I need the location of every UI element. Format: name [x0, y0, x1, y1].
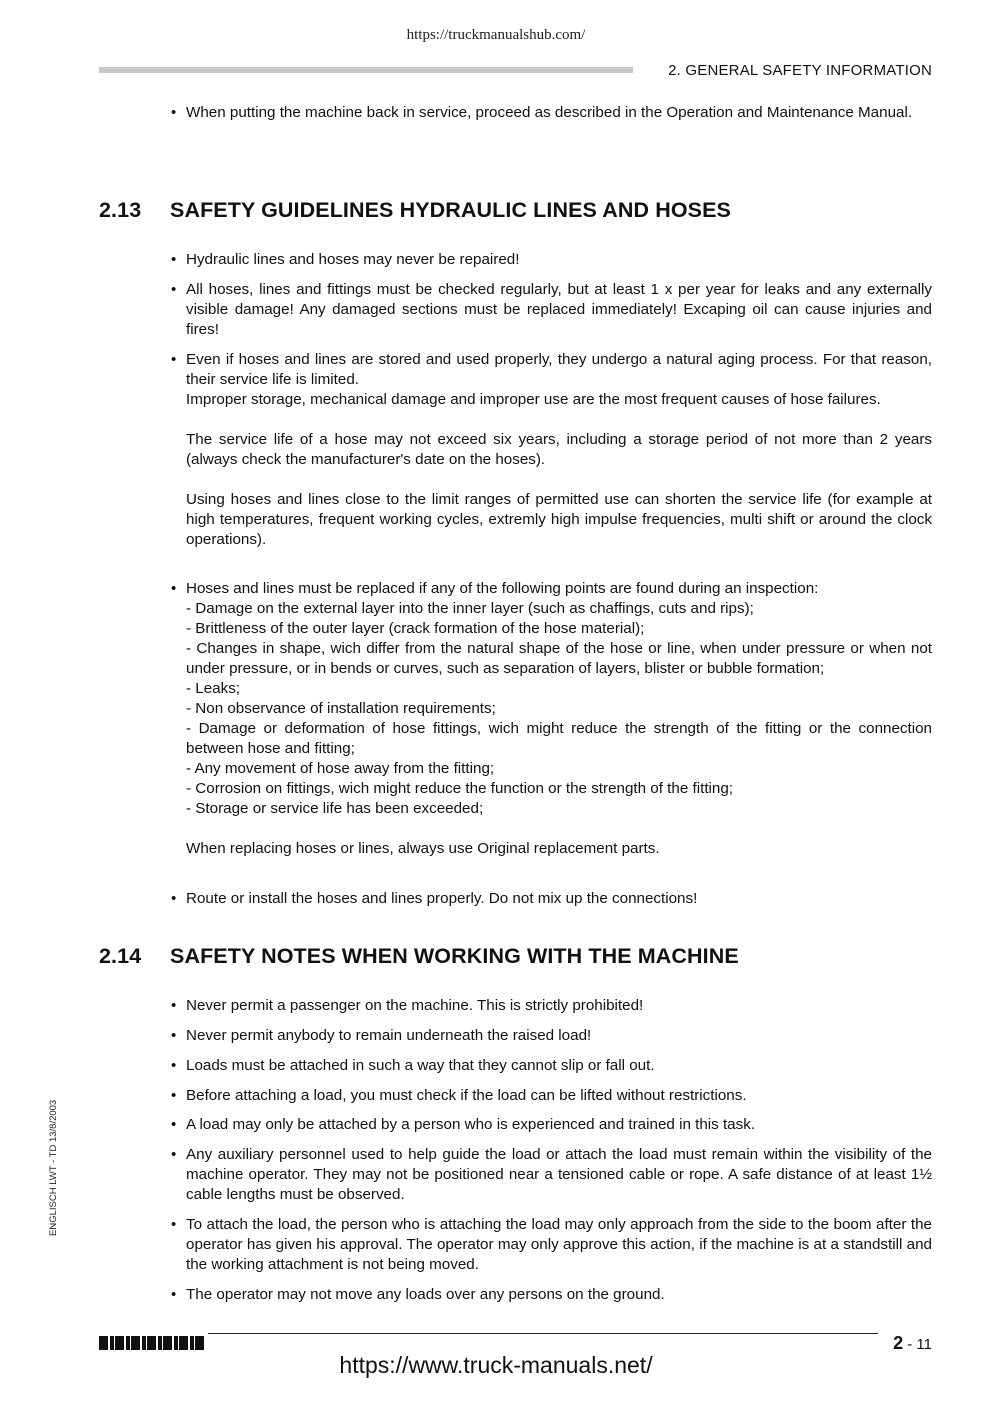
- machine-bullet-8: [186, 1285, 932, 1305]
- machine-bullet-4: [186, 1086, 932, 1106]
- liebherr-logo: [99, 1336, 204, 1350]
- bottom-url[interactable]: https://www.truck-manuals.net/: [339, 1352, 653, 1378]
- top-url[interactable]: https://truckmanualshub.com/: [406, 27, 586, 43]
- bullet-text: Improper storage, mechanical damage and improper use are the most frequent causes of hose failures.: [186, 391, 881, 408]
- bullet-text: • To attach the load, the person who is attaching the load may only approach from the side to the boom after the operator has given his approval. The operator may only approve this action, if the machine is at a standstill and the working attachment is not being moved.: [186, 1216, 932, 1273]
- bullet-text: • Hydraulic lines and hoses may never be repaired!: [186, 251, 520, 268]
- machine-bullet-2: [186, 1026, 932, 1046]
- page-chapter: 2: [893, 1333, 904, 1353]
- chapter-title: 2. GENERAL SAFETY INFORMATION: [668, 62, 932, 79]
- machine-bullet-3: [186, 1056, 932, 1076]
- page-index: 11: [916, 1336, 932, 1353]
- hoses-bullet-1: [186, 250, 932, 270]
- section-number: 2.14: [99, 944, 142, 968]
- list-item: - Leaks;: [186, 680, 241, 697]
- section-title: SAFETY NOTES WHEN WORKING WITH THE MACHINE: [170, 944, 739, 968]
- bullet-text: • All hoses, lines and fittings must be checked regularly, but at least 1 x per year for leaks and any externally visible damage! Any damaged sections must be replaced immediately! Excaping oil can cause injuries and fires!: [186, 281, 932, 338]
- bullet-text: • Never permit anybody to remain underneath the raised load!: [186, 1027, 592, 1044]
- bullet-text: • The operator may not move any loads over any persons on the ground.: [186, 1286, 665, 1303]
- page-number: [893, 1333, 932, 1354]
- section-title: SAFETY GUIDELINES HYDRAULIC LINES AND HOSES: [170, 198, 731, 222]
- section-2-13-heading: [99, 198, 731, 223]
- intro-text: • When putting the machine back in service, proceed as described in the Operation and Maintenance Manual.: [186, 104, 913, 121]
- bullet-text: Using hoses and lines close to the limit ranges of permitted use can shorten the service life (for example at high temperatures, frequent working cycles, extremly high impulse frequencies, multi shift or around the clock operations).: [186, 491, 932, 548]
- machine-bullet-7: [186, 1215, 932, 1275]
- bullet-text: • Even if hoses and lines are stored and used properly, they undergo a natural aging process. For that reason, their service life is limited.: [186, 351, 932, 388]
- bullet-text: • Before attaching a load, you must check if the load can be lifted without restrictions.: [186, 1087, 747, 1104]
- list-item: - Damage on the external layer into the inner layer (such as chaffings, cuts and rips);: [186, 600, 754, 617]
- intro-bullet: [186, 103, 932, 123]
- hoses-bullet-5: [186, 889, 932, 909]
- list-item: - Changes in shape, wich differ from the natural shape of the hose or line, when under pressure or when not under pressure, or in bends or curves, such as separation of layers, blister or bubble formation;: [186, 640, 932, 677]
- bullet-text: • A load may only be attached by a person who is experienced and trained in this task.: [186, 1116, 756, 1133]
- bullet-text: • Route or install the hoses and lines properly. Do not mix up the connections!: [186, 890, 698, 907]
- list-item: - Any movement of hose away from the fitting;: [186, 760, 495, 777]
- bullet-text: When replacing hoses or lines, always use Original replacement parts.: [186, 840, 660, 857]
- section-number: 2.13: [99, 198, 142, 222]
- bullet-text: • Never permit a passenger on the machine. This is strictly prohibited!: [186, 997, 644, 1014]
- hoses-bullet-3: [186, 350, 932, 550]
- list-item: - Storage or service life has been exceeded;: [186, 800, 484, 817]
- section-2-14-heading: [99, 944, 739, 969]
- bullet-text: • Loads must be attached in such a way that they cannot slip or fall out.: [186, 1057, 655, 1074]
- document-code: ENGLISCH LWT - TD 13/8/2003: [48, 1099, 59, 1236]
- list-item: - Damage or deformation of hose fittings, wich might reduce the strength of the fitting or the connection between hose and fitting;: [186, 720, 932, 757]
- hoses-bullet-4: [186, 579, 932, 859]
- list-item: - Non observance of installation requirements;: [186, 700, 496, 717]
- list-item: - Corrosion on fittings, wich might reduce the function or the strength of the fitting;: [186, 780, 734, 797]
- header-rule: [99, 67, 633, 73]
- list-item: - Brittleness of the outer layer (crack formation of the hose material);: [186, 620, 645, 637]
- bullet-text: • Hoses and lines must be replaced if any of the following points are found during an inspection:: [186, 580, 819, 597]
- page-separator: -: [903, 1336, 917, 1353]
- bullet-text: • Any auxiliary personnel used to help guide the load or attach the load must remain within the visibility of the machine operator. They may not be positioned near a tensioned cable or rope. A safe distance of at least 1½ cable lengths must be observed.: [186, 1146, 932, 1203]
- hoses-bullet-2: [186, 280, 932, 340]
- machine-bullet-5: [186, 1115, 932, 1135]
- bullet-text: The service life of a hose may not exceed six years, including a storage period of not more than 2 years (always check the manufacturer's date on the hoses).: [186, 431, 932, 468]
- machine-bullet-6: [186, 1145, 932, 1205]
- machine-bullet-1: [186, 996, 932, 1016]
- footer-rule: [208, 1333, 878, 1334]
